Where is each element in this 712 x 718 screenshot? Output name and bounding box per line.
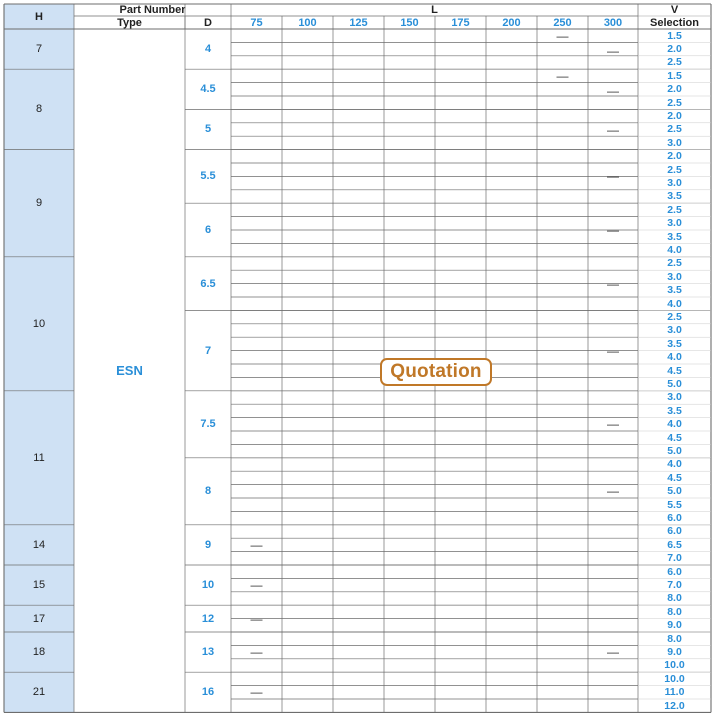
unavailable-dash: — [607,44,619,59]
v-selection-value: 4.5 [667,471,682,484]
v-selection-value: 5.0 [667,485,682,498]
v-selection-value: 2.5 [667,96,682,109]
d-value: 9 [204,538,212,551]
unavailable-dash: — [607,84,619,99]
d-value: 7 [204,344,212,357]
header-l-100: 100 [298,16,317,29]
v-selection-value: 3.0 [667,391,682,404]
header-v: V [670,4,679,16]
v-selection-value: 6.0 [667,565,682,578]
quotation-badge: Quotation [380,358,492,386]
v-selection-value: 1.5 [667,69,682,82]
v-selection-value: 4.0 [667,297,682,310]
header-type: Type [117,16,142,29]
unavailable-dash: — [607,343,619,358]
v-selection-value: 8.0 [667,605,682,618]
d-value: 16 [201,686,215,699]
d-value: 10 [201,579,215,592]
v-selection-value: 2.5 [667,56,682,69]
v-selection-value: 9.0 [667,646,682,659]
v-selection-value: 7.0 [667,552,682,565]
v-selection-value: 2.0 [667,83,682,96]
unavailable-dash: — [250,645,263,660]
d-value: 4 [204,43,212,56]
v-selection-value: 5.0 [667,445,682,458]
header-l-175: 175 [451,16,470,29]
v-selection-value: 4.0 [667,351,682,364]
type-value: ESN [116,363,143,379]
h-value: 14 [4,525,74,565]
unavailable-dash: — [607,169,619,184]
v-selection-value: 5.0 [667,378,682,391]
header-l: L [431,4,438,16]
header-l-200: 200 [502,16,521,29]
header-l-150: 150 [400,16,419,29]
v-selection-value: 7.0 [667,579,682,592]
v-selection-value: 4.5 [667,364,682,377]
d-value: 5.5 [200,170,216,183]
v-selection-value: 2.0 [667,110,682,123]
unavailable-dash: — [556,28,569,43]
v-selection-value: 6.0 [667,525,682,538]
h-value: 10 [4,257,74,391]
d-value: 5 [204,123,212,136]
h-value: 8 [4,69,74,149]
d-value: 6 [204,223,212,236]
v-selection-value: 3.5 [667,230,682,243]
v-selection-value: 2.0 [667,150,682,163]
header-part-number: Part Number [119,4,186,16]
v-selection-value: 2.5 [667,123,682,136]
header-h: H [35,10,43,23]
unavailable-dash: — [250,611,263,626]
header-l-125: 125 [349,16,368,29]
d-value: 7.5 [200,418,216,431]
d-value: 8 [204,485,212,498]
unavailable-dash: — [607,276,619,291]
d-value: 6.5 [200,277,216,290]
v-selection-value: 11.0 [664,686,685,699]
unavailable-dash: — [607,122,619,137]
v-selection-value: 5.5 [667,498,682,511]
v-selection-value: 8.0 [667,632,682,645]
header-l-250: 250 [553,16,572,29]
v-selection-value: 4.5 [667,431,682,444]
unavailable-dash: — [607,223,619,237]
v-selection-value: 3.5 [667,404,682,417]
unavailable-dash: — [607,645,619,660]
h-value: 17 [4,605,74,632]
v-selection-value: 1.5 [667,29,682,42]
header-d: D [204,16,212,29]
v-selection-value: 2.5 [667,311,682,324]
v-selection-value: 3.0 [667,136,682,149]
h-value: 7 [4,29,74,69]
unavailable-dash: — [607,417,619,432]
unavailable-dash: — [250,685,263,700]
v-selection-value: 6.5 [667,538,682,551]
v-selection-value: 8.0 [667,592,682,605]
header-l-300: 300 [603,16,623,29]
h-value: 21 [4,672,74,712]
v-selection-value: 6.0 [667,512,682,525]
header-selection: Selection [650,16,699,29]
h-value: 15 [4,565,74,605]
v-selection-value: 3.0 [667,177,682,190]
d-value: 4.5 [200,83,216,96]
v-selection-value: 10.0 [664,672,685,685]
unavailable-dash: — [250,537,263,552]
v-selection-value: 10.0 [664,659,685,672]
v-selection-value: 3.5 [667,284,682,297]
v-selection-value: 3.0 [667,270,682,283]
v-selection-value: 3.0 [667,324,682,337]
v-selection-value: 2.5 [667,163,682,176]
v-selection-value: 12.0 [664,699,685,712]
v-selection-value: 2.5 [667,257,682,270]
d-value: 12 [201,612,215,625]
v-selection-value: 4.0 [667,418,682,431]
h-value: 9 [4,150,74,257]
v-selection-value: 9.0 [667,619,682,632]
header-l-75: 75 [250,16,263,29]
d-value: 13 [201,646,215,659]
unavailable-dash: — [250,578,263,593]
v-selection-value: 3.5 [667,337,682,350]
v-selection-value: 3.5 [667,190,682,203]
h-value: 18 [4,632,74,672]
v-selection-value: 2.5 [667,203,682,216]
h-value: 11 [4,391,74,525]
unavailable-dash: — [607,484,619,499]
v-selection-value: 4.0 [667,458,682,471]
v-selection-value: 4.0 [667,244,682,257]
unavailable-dash: — [556,68,569,83]
v-selection-value: 3.0 [667,217,682,230]
v-selection-value: 2.0 [667,43,682,56]
